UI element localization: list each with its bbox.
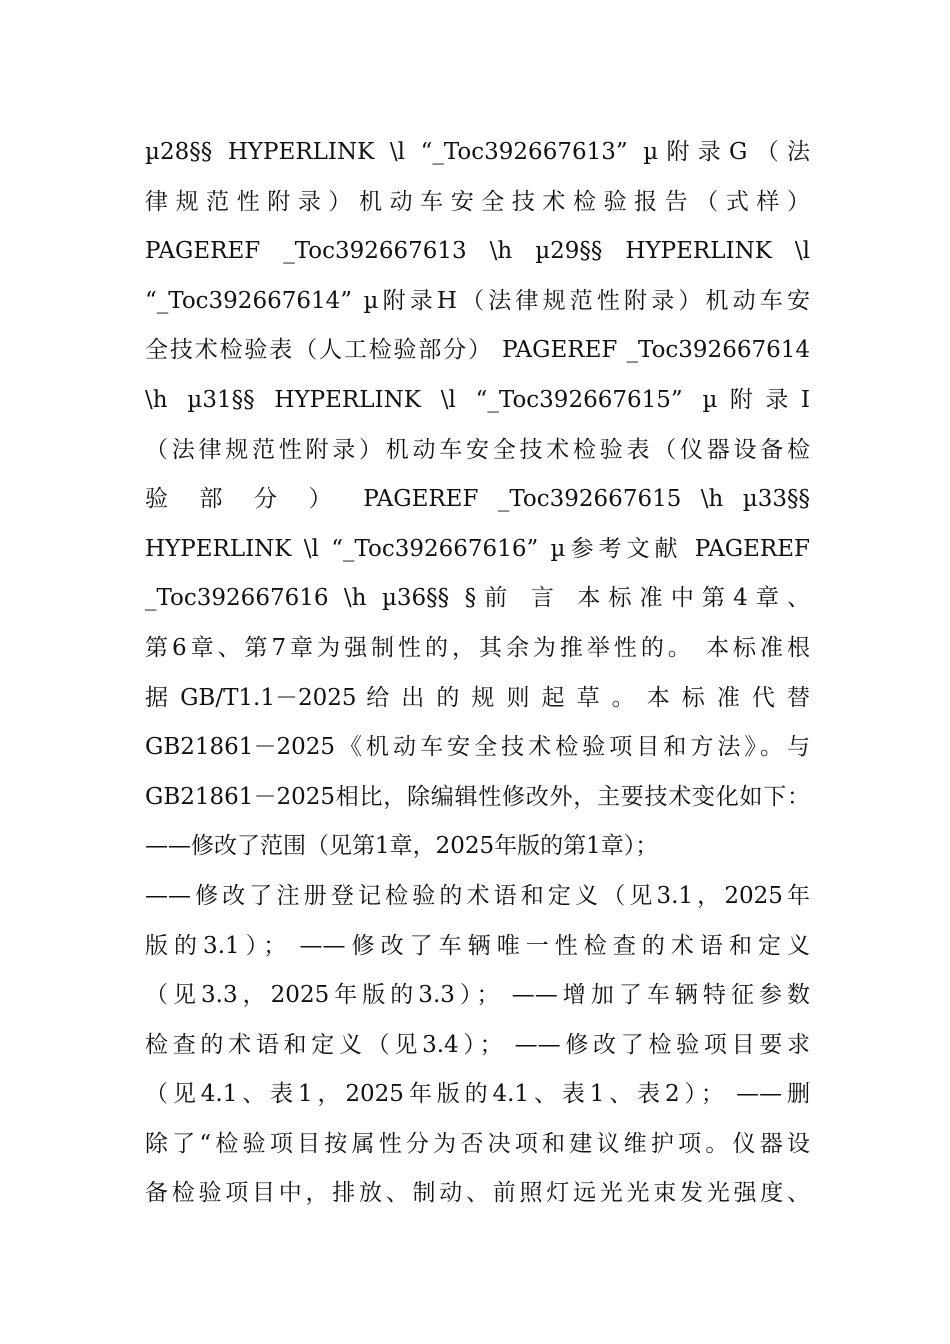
text-line: 第6章、第7章为强制性的，其余为推举性的。 本标准根 [145,634,810,661]
text-line: ——修改了注册登记检验的术语和定义（见3.1，2025年 [145,882,810,909]
text-line: 据 GB/T1.1－2025 给 出 的 规 则 起 草 。 本 标 准 代 替 [145,684,810,711]
text-line: 律规范性附录）机动车安全技术检验报告（式样） [145,188,810,215]
text-line: PAGEREF _Toc392667613 \h µ29§§ HYPERLINK \l [145,238,810,265]
text-line: （法律规范性附录）机动车安全技术检验表（仪器设备检 [145,436,810,463]
document-body [145,128,810,1219]
text-line: ——修改了范围（见第1章，2025年版的第1章）； [145,833,659,860]
text-line: \h µ31§§ HYPERLINK \l “_Toc392667615” µ附录I [145,386,810,413]
text-line: µ28§§ HYPERLINK \l “_Toc392667613” µ附录G（法 [145,139,810,165]
text-line: （见3.3，2025年版的3.3）； ——增加了车辆特征参数 [145,982,810,1009]
text-line: GB21861－2025《机动车安全技术检验项目和方法》。与 [145,734,810,761]
text-line: HYPERLINK \l “_Toc392667616” µ参考文献 PAGEREF [145,535,810,562]
text-line: （见4.1、表1，2025年版的4.1、表1、表2）； ——删 [145,1081,810,1108]
text-line: 全技术检验表（人工检验部分） PAGEREF _Toc392667614 [145,337,810,364]
text-line: 除了“检验项目按属性分为否决项和建议维护项。仪器设 [145,1130,810,1157]
text-line: 版的3.1）； ——修改了车辆唯一性检查的术语和定义 [145,932,810,959]
text-line: 检查的术语和定义（见3.4）； ——修改了检验项目要求 [145,1031,810,1058]
text-line: 备检验项目中，排放、制动、前照灯远光光束发光强度、 [145,1180,810,1207]
text-line: “_Toc392667614” µ附录H（法律规范性附录）机动车安 [145,287,810,314]
text-line: 验 部 分 ） PAGEREF _Toc392667615 \h µ33§§ [145,486,810,513]
text-line: GB21861－2025相比，除编辑性修改外，主要技术变化如下： [145,783,810,810]
text-line: _Toc392667616 \h µ36§§ §前 言 本标准中第4章、 [145,585,810,612]
